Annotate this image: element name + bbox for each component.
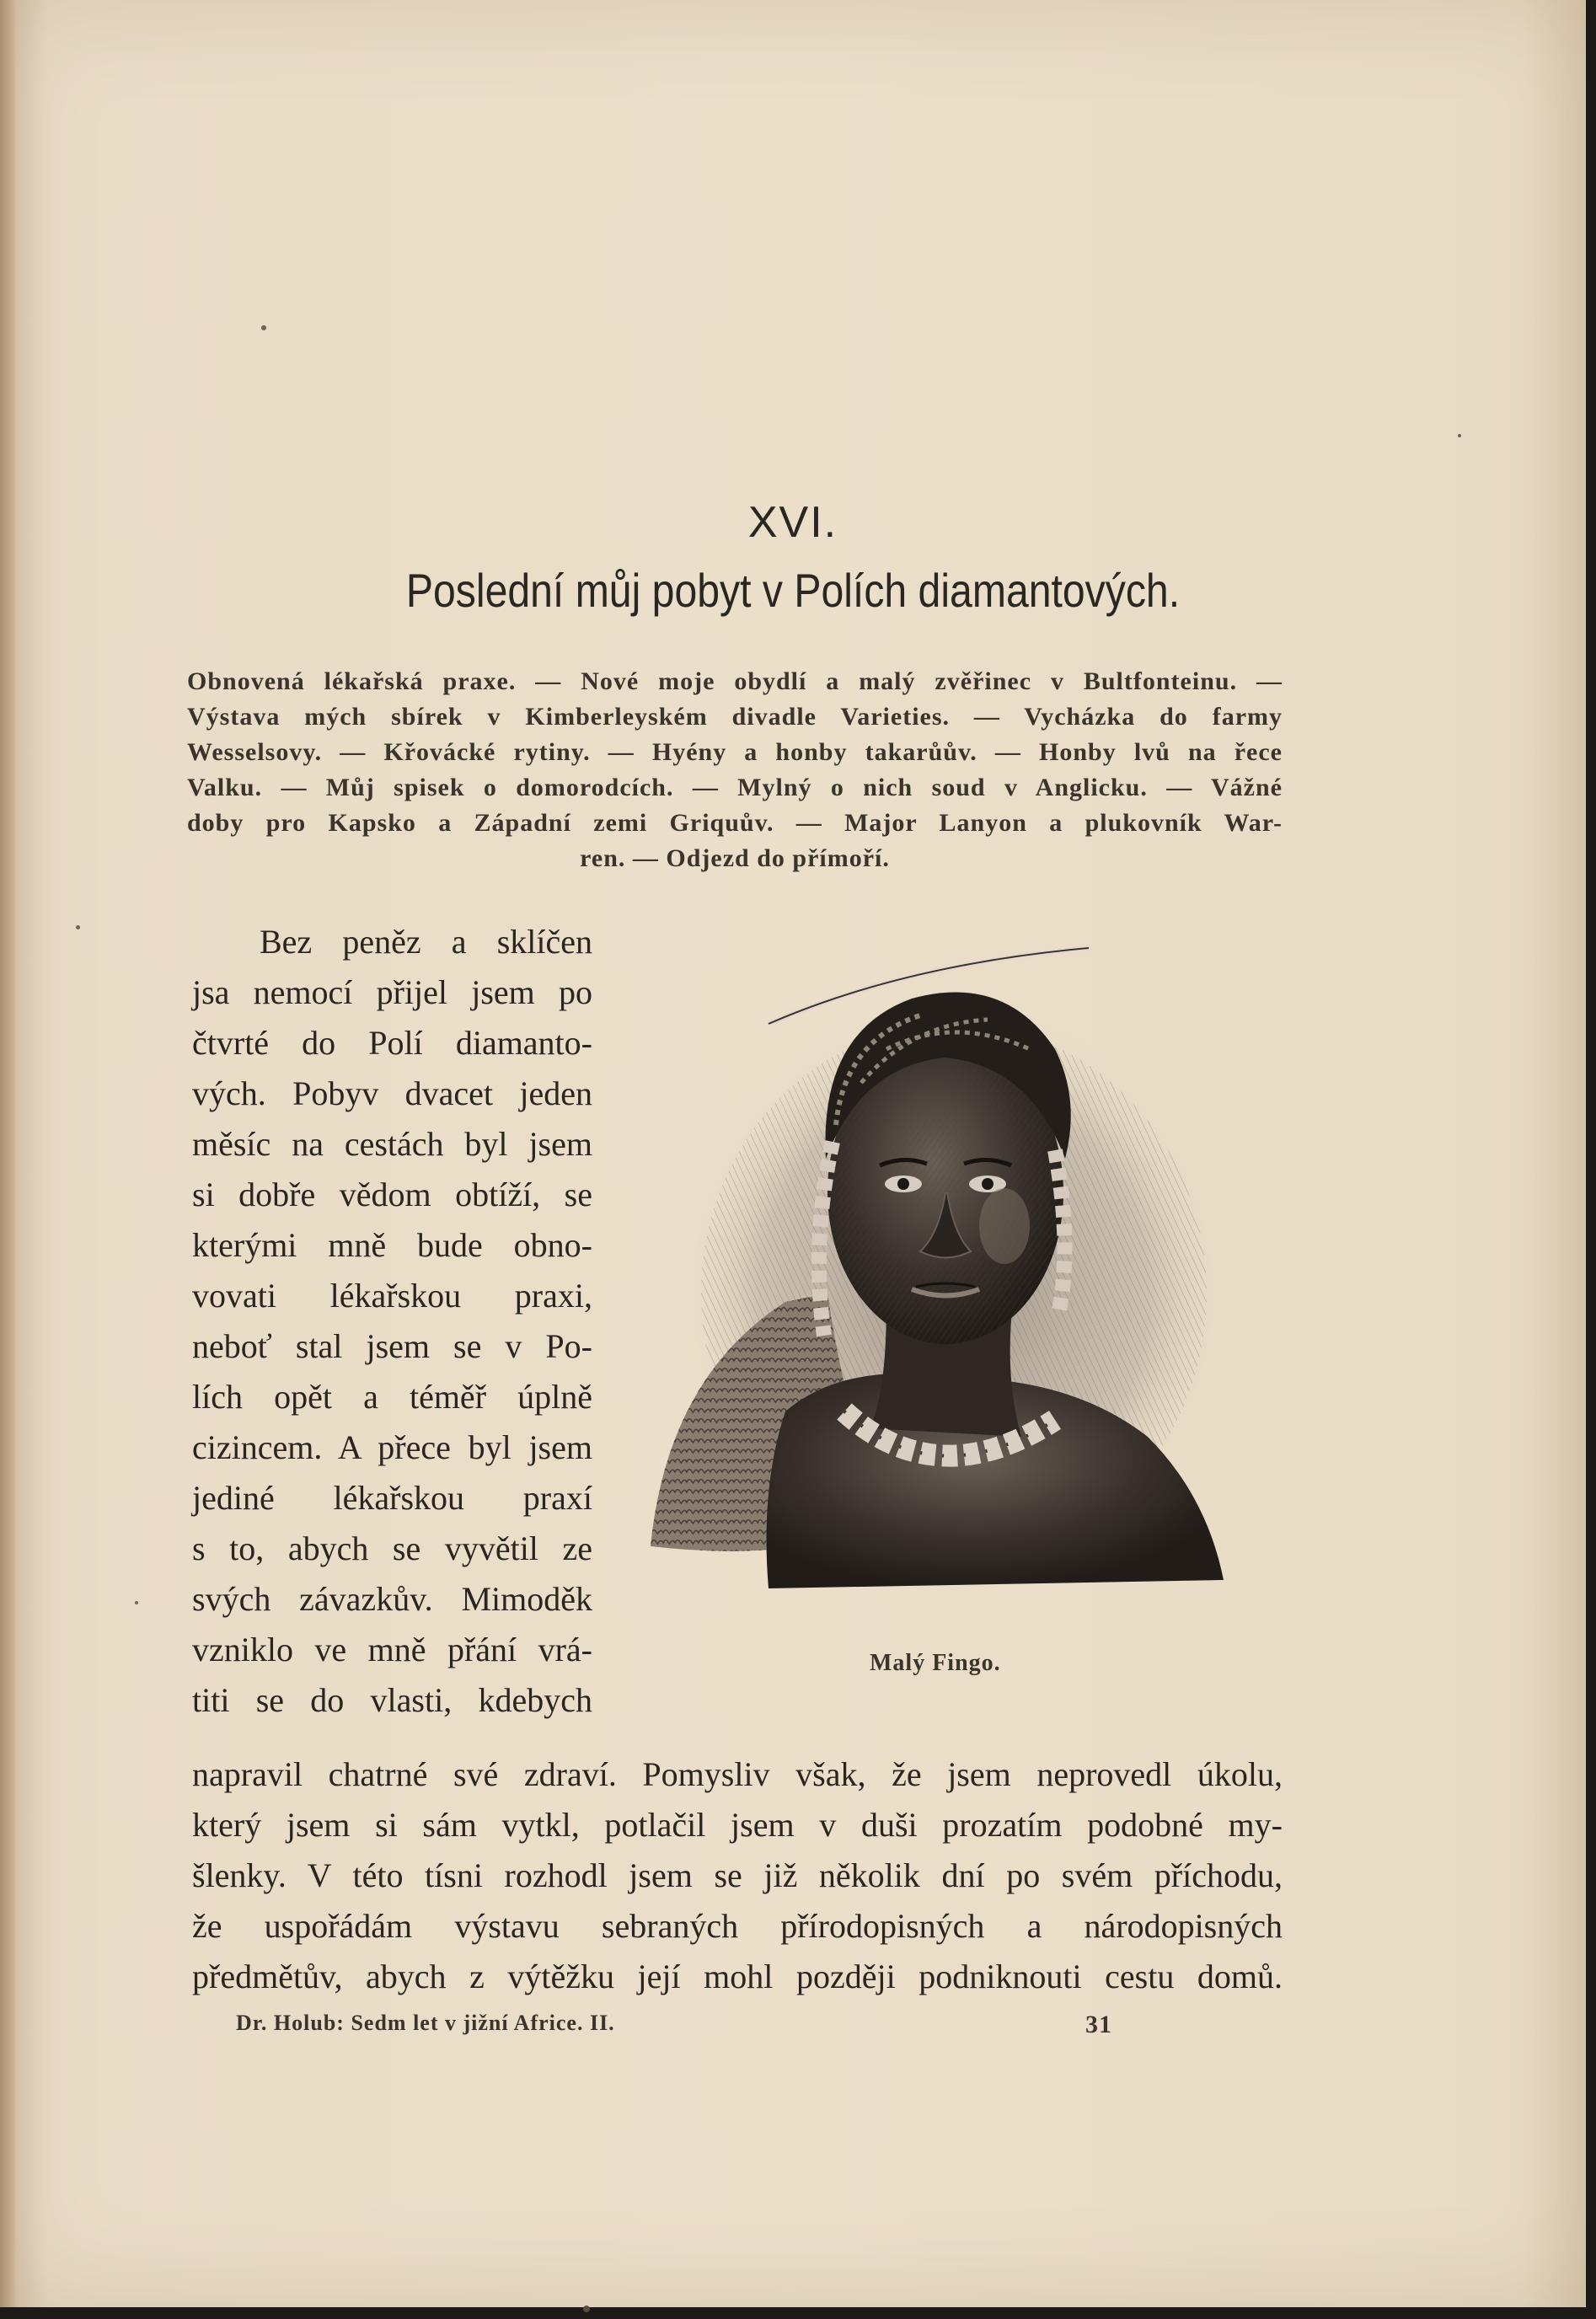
- summary-line: Valku. — Můj spisek o domorodcích. — Mylný o nich soud v Anglicku. — Vážné: [187, 774, 1283, 801]
- text-line: titi se do vlasti, kdebych: [192, 1681, 592, 1719]
- text-line: lích opět a téměř úplně: [192, 1378, 592, 1416]
- text-line: Bez peněz a sklíčen: [260, 923, 592, 961]
- text-line: napravil chatrné své zdraví. Pomysliv však, že jsem neprovedl úkolu,: [192, 1755, 1283, 1793]
- summary-line: Wesselsovy. — Křovácké rytiny. — Hyény a honby takarůův. — Honby lvů na řece: [187, 738, 1283, 766]
- full-width-paragraph: [192, 1749, 1283, 2002]
- text-line: cizincem. A přece byl jsem: [192, 1428, 592, 1466]
- text-line: si dobře vědom obtíží, se: [192, 1176, 592, 1213]
- figure-caption: Malý Fingo.: [870, 1650, 1001, 1676]
- summary-line: Obnovená lékařská praxe. — Nové moje obydlí a malý zvěřinec v Bultfonteinu. —: [187, 667, 1283, 695]
- text-line: vovati lékařskou praxi,: [192, 1277, 592, 1315]
- portrait-engraving: [634, 940, 1240, 1605]
- page-speck: [583, 2306, 590, 2312]
- text-line: neboť stal jsem se v Po-: [192, 1327, 592, 1365]
- summary-line: Výstava mých sbírek v Kimberleyském divadle Varieties. — Vycházka do farmy: [187, 703, 1283, 731]
- text-line: čtvrté do Polí diamanto-: [192, 1024, 592, 1062]
- page-speck: [261, 325, 266, 330]
- running-footer-text: Dr. Holub: Sedm let v jižní Africe. II.: [236, 2011, 615, 2035]
- summary-line: doby pro Kapsko a Západní zemi Griquův. — Major Lanyon a plukovník War-: [187, 809, 1283, 837]
- text-line: předmětův, abych z výtěžku její mohl později podniknouti cestu domů.: [192, 1957, 1283, 1995]
- text-line: svých závazkův. Mimoděk: [192, 1580, 592, 1618]
- column-paragraph: [192, 917, 592, 1726]
- page-speck: [1458, 434, 1461, 437]
- text-line: vých. Pobyv dvacet jeden: [192, 1074, 592, 1112]
- text-line: jediné lékařskou praxí: [192, 1479, 592, 1517]
- page-speck: [135, 1601, 138, 1604]
- page-speck: [76, 925, 80, 929]
- summary-line: ren. — Odjezd do přímoří.: [580, 844, 890, 872]
- text-line: vzniklo ve mně přání vrá-: [192, 1631, 592, 1668]
- text-line: měsíc na cestách byl jsem: [192, 1125, 592, 1163]
- text-line: kterými mně bude obno-: [192, 1226, 592, 1264]
- chapter-title: Poslední můj pobyt v Polích diamantových.: [405, 564, 1181, 617]
- chapter-summary: [187, 664, 1283, 876]
- text-line: jsa nemocí přijel jsem po: [192, 973, 592, 1011]
- text-line: který jsem si sám vytkl, potlačil jsem v duši prozatím podobné my-: [192, 1806, 1283, 1844]
- page-spine-shadow: [0, 0, 15, 2307]
- text-line: šlenky. V této tísni rozhodl jsem se již několik dní po svém příchodu,: [192, 1856, 1283, 1894]
- page-number: 31: [1085, 2011, 1112, 2038]
- text-line: že uspořádám výstavu sebraných přírodopisných a národopisných: [192, 1907, 1283, 1945]
- chapter-number: XVI.: [747, 498, 838, 547]
- text-line: s to, abych se vyvětil ze: [192, 1529, 592, 1567]
- page-footer: [236, 2011, 1112, 2036]
